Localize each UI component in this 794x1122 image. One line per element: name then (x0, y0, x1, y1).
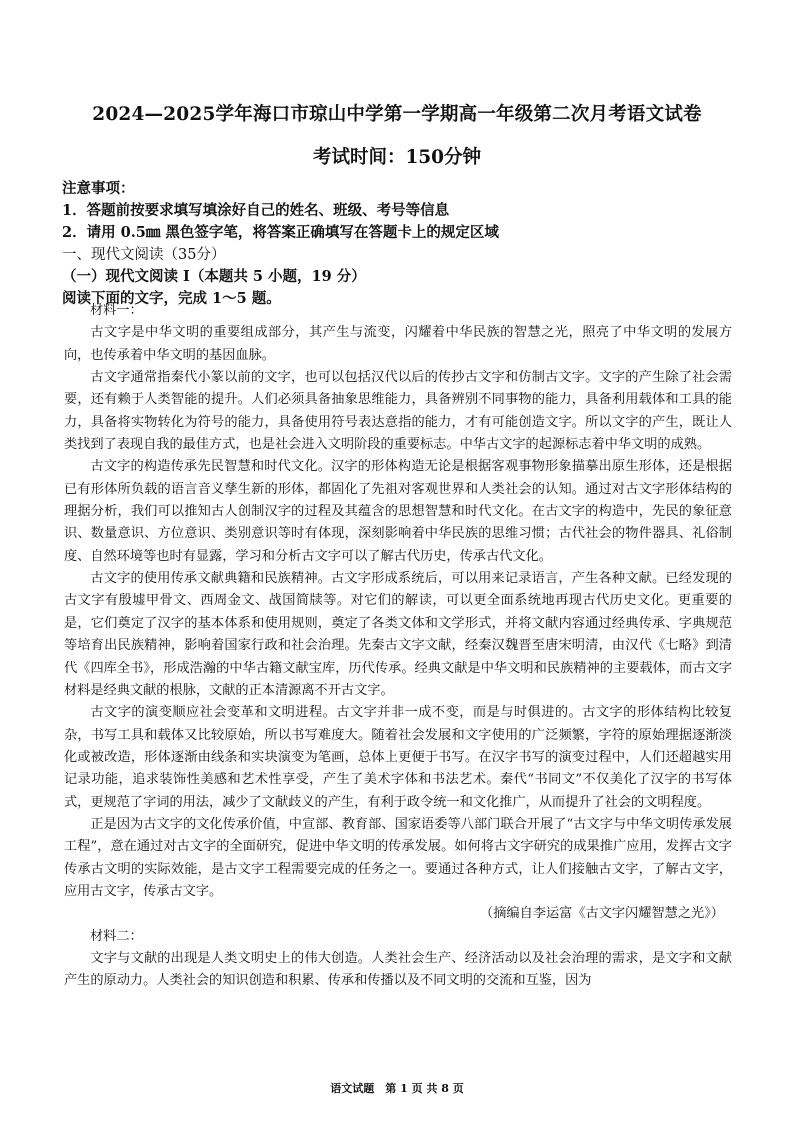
subsection-heading: （一）现代文阅读 Ⅰ（本题共 5 小题，19 分） (62, 268, 366, 285)
notes-heading: 注意事项： (62, 180, 135, 197)
material-1-source: （摘编自李运富《古文字闪耀智慧之光》） (480, 906, 724, 922)
reading-passage (64, 300, 732, 993)
material-1-paragraph: 古文字的演变顺应社会变革和文明进程。古文字并非一成不变，而是与时俱进的。古文字的形体结构比较复杂，书写工具和载体又比较原始，所以书写难度大。随着社会发展和文字使用的广泛频繁，字符的原始理据逐渐淡化或被改造，形体逐渐由线条和实块演变为笔画，总体上更便于书写。在汉字书写的演变过程中，人们还超越实用记录功能，追求装饰性美感和艺术性享受，产生了美术字体和书法艺术。秦代“书同文”不仅美化了汉字的书写体式，更规范了字词的用法，减少了文献歧义的产生，有利于政令统一和文化推广，从而提升了社会的文明程度。 (64, 705, 732, 810)
section-heading: 一、现代文阅读（35分） (62, 247, 226, 263)
material-2-label: 材料二： (90, 928, 143, 944)
material-1-paragraph: 古文字是中华文明的重要组成部分，其产生与流变，闪耀着中华民族的智慧之光，照亮了中华文明的发展方向，也传承着中华文明的基因血脉。 (64, 325, 732, 363)
material-2-paragraph: 文字与文献的出现是人类文明史上的伟大创造。人类社会生产、经济活动以及社会治理的需求，是文字和文献产生的原动力。人类社会的知识创造和积累、传承和传播以及不同文明的交流和互鉴，因为 (64, 950, 732, 989)
material-1-paragraph: 古文字通常指秦代小篆以前的文字，也可以包括汉代以后的传抄古文字和仿制古文字。文字的产生除了社会需要，还有赖于人类智能的提升。人们必须具备抽象思维能力，具备辨别不同事物的能力，具备利用载体和工具的能力，具备将实物转化为符号的能力，具备使用符号表达意指的能力，才有可能创造文字。所以文字的产生，既让人类找到了表现自我的最佳方式，也是社会进入文明阶段的重要标志。中华古文字的起源标志着中华文明的成熟。 (64, 370, 732, 453)
material-1-paragraph: 古文字的使用传承文献典籍和民族精神。古文字形成系统后，可以用来记录语言，产生各种文献。已经发现的古文字有殷墟甲骨文、西周金文、战国简牍等。对它们的解读，可以更全面系统地再现古代历史文化。更重要的是，它们奠定了汉字的基本体系和使用规则，奠定了各类文体和文学形式，并将文献内容通过经典传承、字典规范等培育出民族精神，影响着国家行政和社会治理。先秦古文字文献，经秦汉魏晋至唐宋明清，由汉代《七略》到清代《四库全书》，形成浩瀚的中华古籍文献宝库，历代传承。经典文献是中华文明和民族精神的主要载体，而古文字材料是经典文献的根脉，文献的正本清源离不开古文字。 (64, 571, 732, 698)
material-1-paragraph: 古文字的构造传承先民智慧和时代文化。汉字的形体构造无论是根据客观事物形象描摹出原生形体，还是根据已有形体所负载的语言音义孳生新的形体，都固化了先祖对客观世界和人类社会的认知。通过对古文字形体结构的理据分析，我们可以推知古人创制汉字的过程及其蕴含的思想智慧和时代文化。在古文字的构造中，先民的象征意识、数量意识、方位意识、类别意识等时有体现，深刻影响着中华民族的思维习惯；古代社会的物件器具、礼俗制度、自然环境等也时有显露，学习和分析古文字可以了解古代历史，传承古代文化。 (64, 459, 732, 564)
note-item-2: 2．请用 0.5㎜ 黑色签字笔，将答案正确填写在答题卡上的规定区域 (62, 224, 499, 241)
material-1-label: 材料一： (90, 303, 143, 318)
exam-time: 考试时间：150分钟 (312, 147, 482, 168)
instructions-block (62, 178, 742, 310)
reading-instruction: 阅读下面的文字，完成 1～5 题。 (62, 290, 281, 307)
material-1-paragraph: 正是因为古文字的文化传承价值，中宣部、教育部、国家语委等八部门联合开展了“古文字与中华文明传承发展工程”，意在通过对古文字的全面研究，促进中华文明的传承发展。如何将古文字研究的成果推广应用，发挥古文字传承古文明的实际效能，是古文字工程需要完成的任务之一。要通过各种方式，让人们接触古文字，了解古文字，应用古文字，传承古文字。 (64, 816, 732, 899)
page-footer: 语文试题 第 1 页 共 8 页 (330, 1082, 464, 1095)
exam-title: 2024—2025学年海口市琼山中学第一学期高一年级第二次月考语文试卷 (92, 104, 702, 125)
note-item-1: 1．答题前按要求填写填涂好自己的姓名、班级、考号等信息 (62, 202, 450, 219)
